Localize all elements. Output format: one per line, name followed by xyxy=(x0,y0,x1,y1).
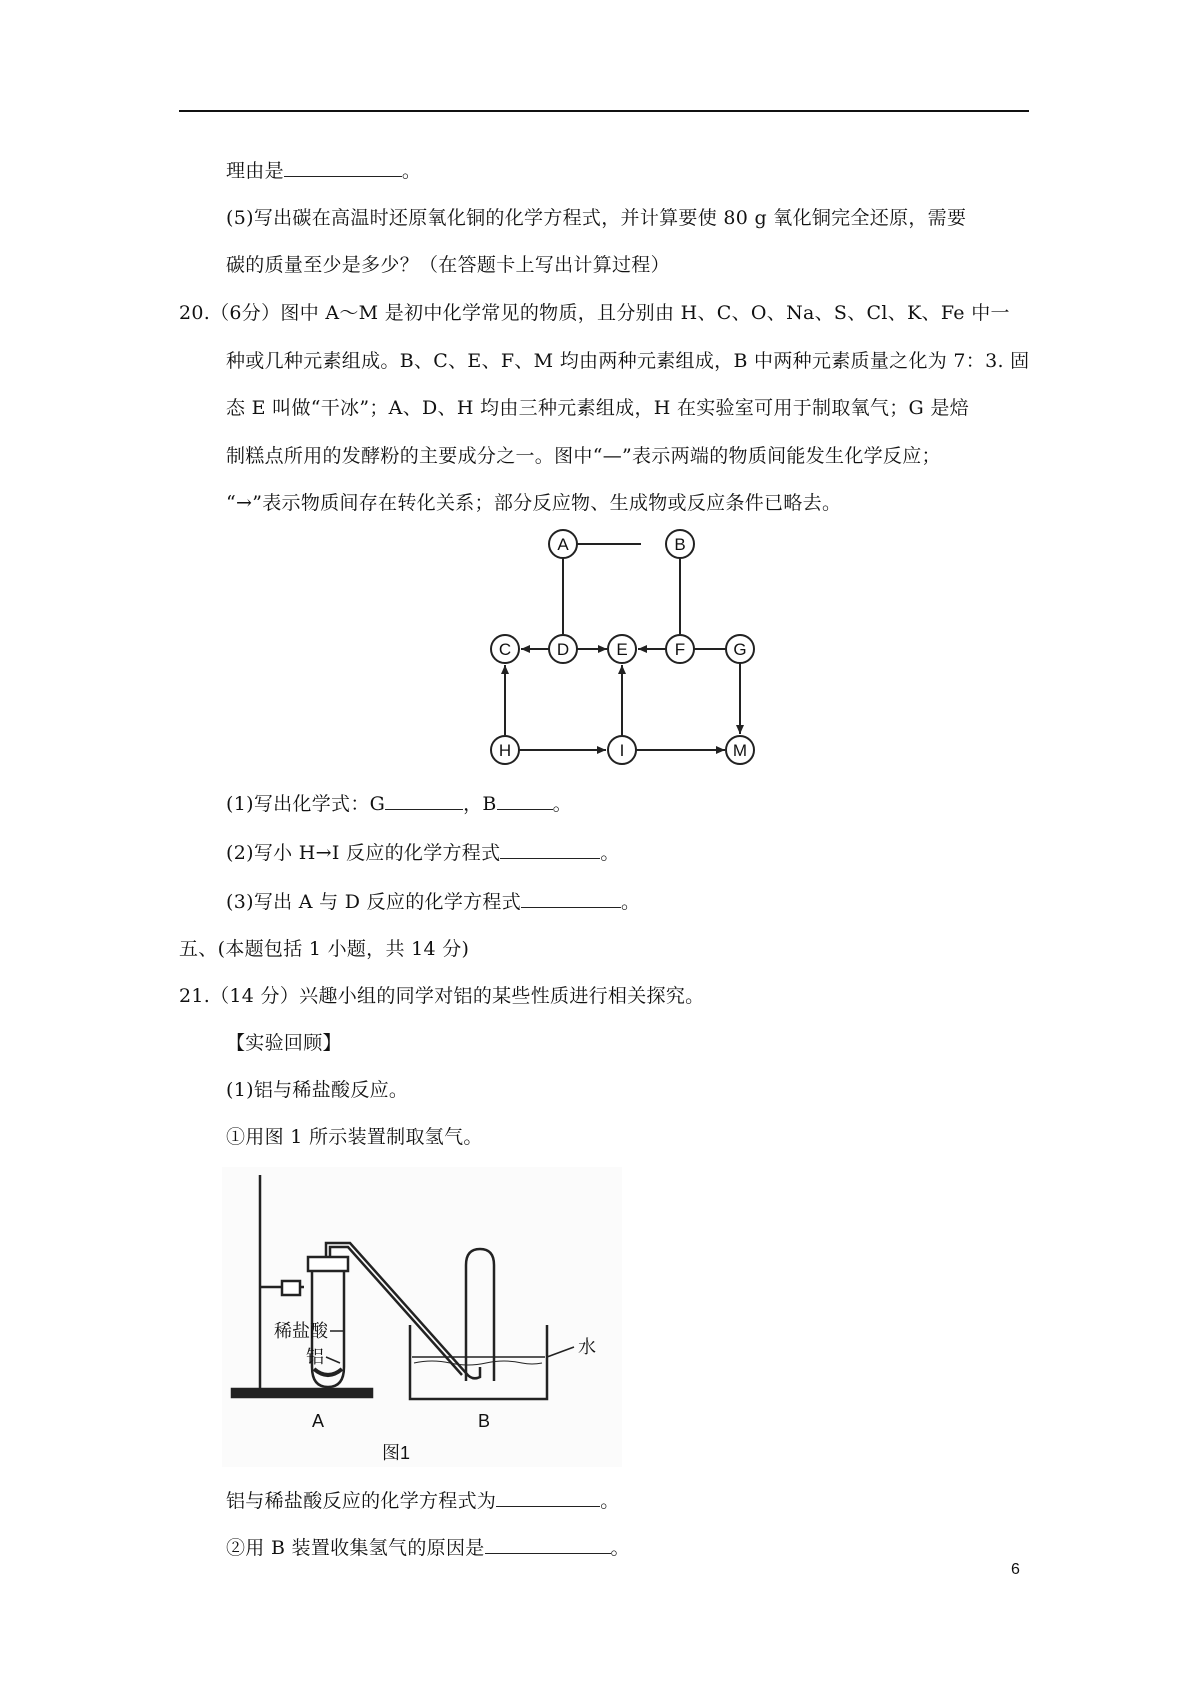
question-20-3 xyxy=(226,889,640,915)
sub-question-1a: ①用图 1 所示装置制取氢气。 xyxy=(226,1126,483,1148)
question-5-line1: (5)写出碳在高温时还原氧化铜的化学方程式，并计算要使 80 g 氧化铜完全还原，需要 xyxy=(226,207,967,229)
label-water: 水 xyxy=(578,1337,596,1357)
relationship-diagram xyxy=(482,527,764,777)
answer-blank xyxy=(521,889,621,908)
text: (2)写小 H→I 反应的化学方程式 xyxy=(226,842,501,864)
section-5-heading: 五、(本题包括 1 小题，共 14 分) xyxy=(179,938,470,960)
question-20-line3: 态 E 叫做“干冰”；A、D、H 均由三种元素组成，H 在实验室可用于制取氧气；G 是焙 xyxy=(226,397,969,419)
node-i: I xyxy=(619,741,625,760)
text: 理由是 xyxy=(226,160,284,182)
question-21: 21.（14 分）兴趣小组的同学对铝的某些性质进行相关探究。 xyxy=(179,985,705,1007)
answer-blank-b xyxy=(497,791,553,810)
sub-question-1: (1)铝与稀盐酸反应。 xyxy=(226,1079,409,1101)
node-m: M xyxy=(732,741,748,760)
question-20-line1: 20.（6分）图中 A～M 是初中化学常见的物质，且分别由 H、C、O、Na、S、Cl、K、Fe 中一 xyxy=(179,302,1010,324)
reason-question xyxy=(226,1535,630,1561)
answer-blank xyxy=(284,158,402,177)
text: ②用 B 装置收集氢气的原因是 xyxy=(226,1537,485,1559)
header-rule xyxy=(179,110,1029,112)
review-heading: 【实验回顾】 xyxy=(226,1032,342,1054)
answer-blank xyxy=(500,840,600,859)
question-20-line4: 制糕点所用的发酵粉的主要成分之一。图中“—”表示两端的物质间能发生化学反应； xyxy=(226,445,941,467)
answer-blank xyxy=(485,1535,611,1554)
text: 。 xyxy=(401,160,422,182)
label-apparatus-a: A xyxy=(312,1411,325,1431)
question-5-line2: 碳的质量至少是多少？（在答题卡上写出计算过程） xyxy=(226,254,670,276)
text: 。 xyxy=(552,793,572,815)
label-aluminum: 铝 xyxy=(306,1347,324,1367)
text: 。 xyxy=(621,891,641,913)
node-a: A xyxy=(557,535,569,554)
node-c: C xyxy=(498,640,512,659)
line-reason xyxy=(226,158,421,184)
text: 。 xyxy=(600,1490,620,1512)
question-20-2 xyxy=(226,840,620,866)
question-20-line2: 种或几种元素组成。B、C、E、F、M 均由两种元素组成，B 中两种元素质量之化为 7：3. 固 xyxy=(226,350,1030,372)
text: 。 xyxy=(600,842,620,864)
text: 铝与稀盐酸反应的化学方程式为 xyxy=(226,1490,497,1512)
page-number: 6 xyxy=(1011,1561,1020,1578)
node-b: B xyxy=(674,535,686,554)
equation-question xyxy=(226,1488,620,1514)
text: 。 xyxy=(610,1537,630,1559)
answer-blank-g xyxy=(385,791,463,810)
figure-caption: 图1 xyxy=(382,1443,411,1463)
text: ，B xyxy=(463,793,497,815)
label-dilute-hcl: 稀盐酸 xyxy=(274,1321,328,1341)
question-20-line5: “→”表示物质间存在转化关系；部分反应物、生成物或反应条件已略去。 xyxy=(226,492,842,514)
figure-1-apparatus xyxy=(222,1167,622,1467)
label-apparatus-b: B xyxy=(478,1411,491,1431)
question-20-1 xyxy=(226,791,572,817)
node-g: G xyxy=(733,640,747,659)
node-d: D xyxy=(556,640,570,659)
answer-blank xyxy=(496,1488,600,1507)
text: (1)写出化学式：G xyxy=(226,793,386,815)
node-h: H xyxy=(498,741,512,760)
text: (3)写出 A 与 D 反应的化学方程式 xyxy=(226,891,522,913)
node-f: F xyxy=(674,640,686,659)
node-e: E xyxy=(616,640,628,659)
